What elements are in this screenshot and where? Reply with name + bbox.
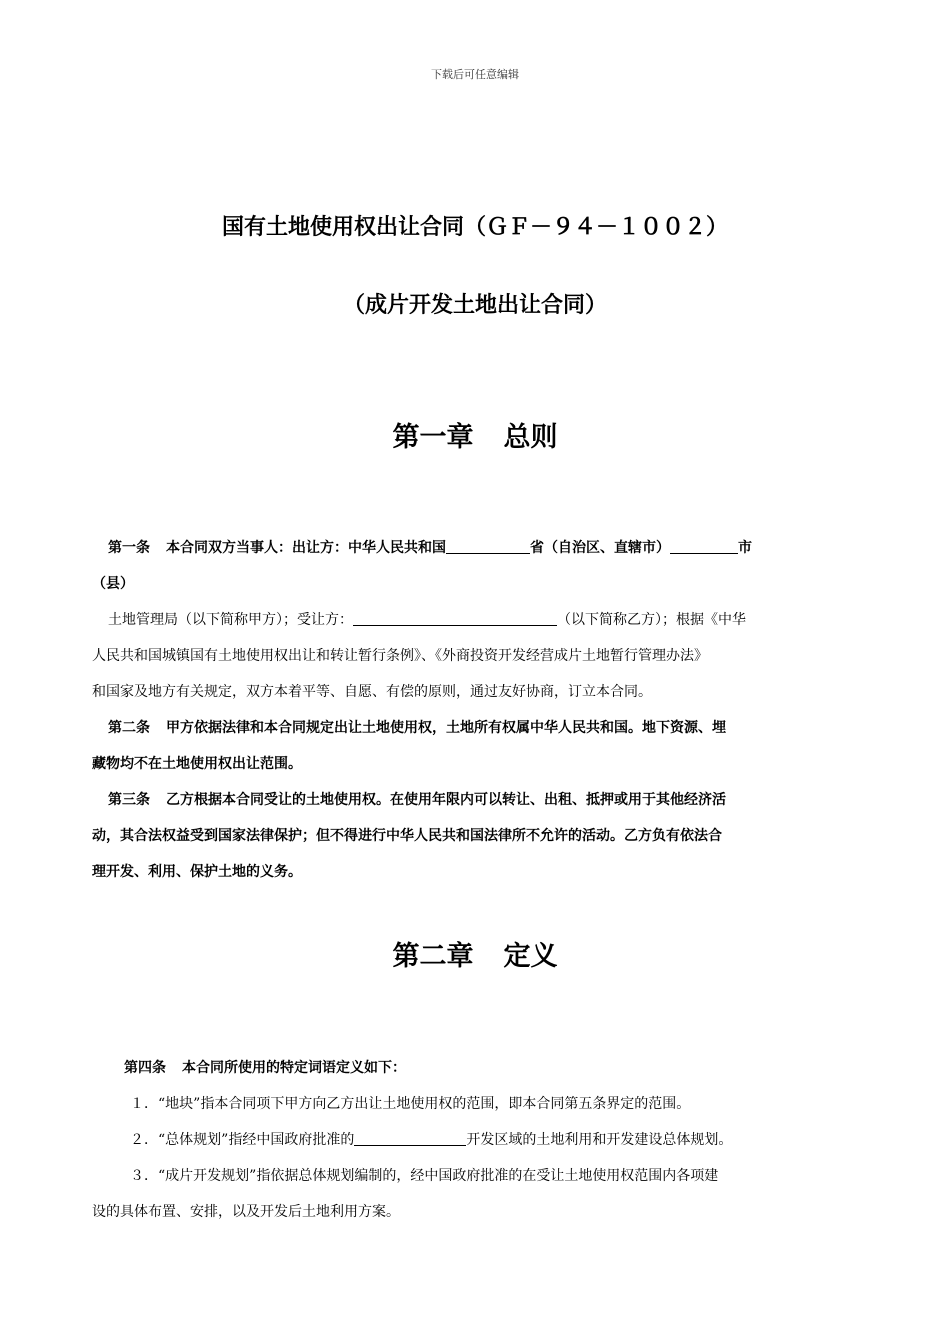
article-1-number: 第一条: [108, 540, 150, 556]
chapter-2-name: 定义: [503, 941, 558, 972]
article-3: [92, 782, 862, 890]
article-2: [92, 710, 862, 782]
article-2-number: 第二条: [108, 720, 150, 736]
article-3-line2: 动，其合法权益受到国家法律保护；但不得进行中华人民共和国法律所不允许的活动。乙方负有依法合: [92, 828, 722, 844]
definition-item-2-b: 开发区域的土地利用和开发建设总体规划。: [466, 1132, 733, 1148]
blank-province: [446, 538, 530, 554]
article-1-text-c: 市: [738, 540, 752, 556]
definition-item-2-a: ２．“总体规划”指经中国政府批准的: [130, 1132, 355, 1148]
article-1-text-a: 本合同双方当事人：出让方：中华人民共和国: [166, 540, 446, 556]
article-4-text: 本合同所使用的特定词语定义如下：: [182, 1060, 406, 1076]
definition-item-1: １．“地块”指本合同项下甲方向乙方出让土地使用权的范围，即本合同第五条界定的范围。: [130, 1096, 691, 1112]
article-4: [92, 1050, 862, 1230]
article-3-number: 第三条: [108, 792, 150, 808]
chapter-2-heading: [0, 934, 950, 973]
blank-transferee: [353, 610, 557, 626]
chapter-1-heading: [0, 415, 950, 454]
article-1-line2-b: （以下简称乙方）；根据《中华: [557, 612, 746, 628]
blank-development-area: [354, 1130, 466, 1146]
article-1: [92, 530, 862, 710]
article-4-number: 第四条: [124, 1060, 166, 1076]
article-3-line1: 乙方根据本合同受让的土地使用权。在使用年限内可以转让、出租、抵押或用于其他经济活: [166, 792, 726, 808]
article-1-line3: 人民共和国城镇国有土地使用权出让和转让暂行条例》、《外商投资开发经营成片土地暂行管理办法》: [92, 648, 708, 664]
header-note: 下载后可任意编辑: [431, 68, 519, 81]
article-2-line2: 藏物均不在土地使用权出让范围。: [92, 756, 302, 772]
chapter-2-number: 第二章: [392, 941, 474, 972]
chapter-1-name: 总则: [503, 422, 558, 453]
article-1-line4: 和国家及地方有关规定，双方本着平等、自愿、有偿的原则，通过友好协商，订立本合同。: [92, 684, 652, 700]
definition-item-3-line2: 设的具体布置、安排，以及开发后土地利用方案。: [92, 1204, 400, 1220]
blank-city: [670, 538, 738, 554]
article-3-line3: 理开发、利用、保护土地的义务。: [92, 864, 302, 880]
definition-item-3-line1: ３．“成片开发规划”指依据总体规划编制的，经中国政府批准的在受让土地使用权范围内各项建: [130, 1168, 719, 1184]
article-1-text-b: 省（自治区、直辖市）: [530, 540, 670, 556]
article-1-line2-a: 土地管理局（以下简称甲方）；受让方：: [108, 612, 353, 628]
chapter-1-number: 第一章: [392, 422, 474, 453]
contract-title: 国有土地使用权出让合同（ＧＦ－９４－１００２）: [221, 215, 728, 240]
article-1-text-d: （县）: [92, 576, 134, 592]
contract-subtitle: （成片开发土地出让合同）: [342, 293, 607, 318]
article-2-line1: 甲方依据法律和本合同规定出让土地使用权，土地所有权属中华人民共和国。地下资源、埋: [166, 720, 726, 736]
